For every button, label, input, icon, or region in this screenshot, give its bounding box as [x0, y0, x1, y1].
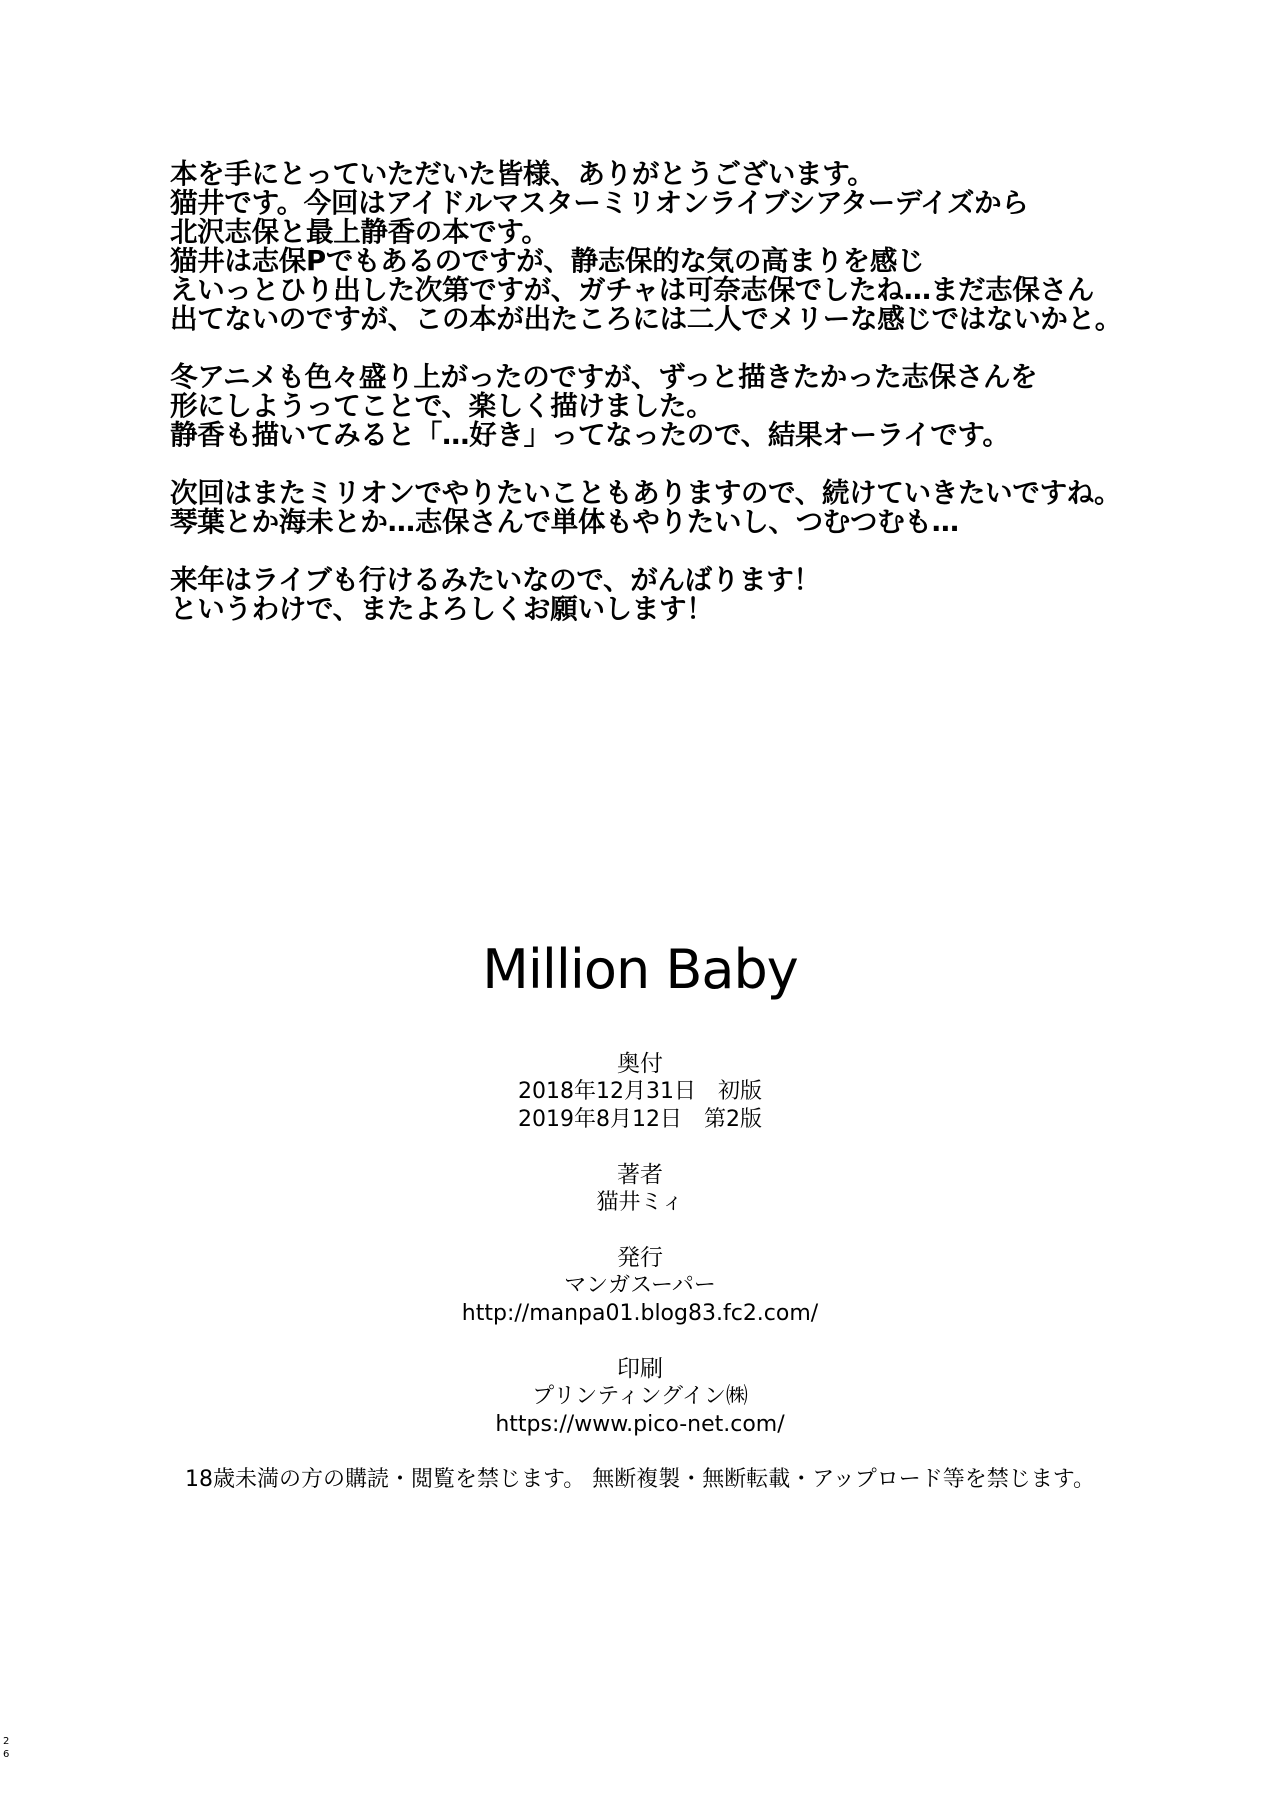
printer-url: https://www.pico-net.com/	[495, 1412, 785, 1437]
page-number-digit: 6	[3, 1749, 10, 1760]
copyright-notice: 無断複製・無断転載・アップロード等を禁じます。	[592, 1467, 1095, 1492]
text-line: 琴葉とか海未とか…志保さんで単体もやりたいし、つむつむも…	[170, 506, 959, 538]
second-edition-date: 2019年8月12日 第2版	[518, 1107, 762, 1132]
colophon-printer	[0, 1355, 1280, 1439]
text-line: 北沢志保と最上静香の本です。	[170, 216, 549, 248]
publisher-heading: 発行	[617, 1245, 663, 1271]
afterword-paragraph-2	[170, 363, 1170, 450]
afterword-paragraph-1	[170, 160, 1170, 334]
text-line: というわけで、またよろしくお願いします！	[170, 593, 714, 625]
text-line: 来年はライブも行けるみたいなので、がんばります！	[170, 564, 821, 596]
okuzuke-heading: 奥付	[617, 1051, 663, 1077]
text-line: 猫井です。今回はアイドルマスターミリオンライブシアターデイズから	[170, 187, 1029, 219]
publisher-url: http://manpa01.blog83.fc2.com/	[461, 1301, 819, 1326]
printer-name: プリンティングイン㈱	[532, 1384, 748, 1409]
page-number	[3, 1735, 13, 1761]
text-line: 本を手にとっていただいた皆様、ありがとうございます。	[170, 158, 875, 190]
author-heading: 著者	[617, 1162, 663, 1188]
text-line: 猫井は志保Pでもあるのですが、静志保的な気の高まりを感じ	[170, 245, 925, 277]
text-line: 出てないのですが、この本が出たころには二人でメリーな感じではないかと。	[170, 303, 1122, 335]
colophon-publisher	[0, 1244, 1280, 1328]
afterword-paragraph-4	[170, 566, 1170, 624]
text-line: 静香も描いてみると「…好き」ってなったので、結果オーライです。	[170, 419, 1010, 451]
text-line: 次回はまたミリオンでやりたいこともありますので、続けていきたいですね。	[170, 477, 1122, 509]
afterword	[170, 160, 1170, 653]
colophon-author	[0, 1161, 1280, 1217]
legal-notices	[0, 1466, 1280, 1494]
afterword-paragraph-3	[170, 479, 1170, 537]
colophon-okuzuke	[0, 1050, 1280, 1134]
printer-heading: 印刷	[617, 1356, 663, 1382]
publisher-name: マンガスーパー	[564, 1273, 716, 1298]
text-line: 冬アニメも色々盛り上がったのですが、ずっと描きたかった志保さんを	[170, 361, 1038, 393]
text-line: 形にしようってことで、楽しく描けました。	[170, 390, 714, 422]
first-edition-date: 2018年12月31日 初版	[518, 1079, 762, 1104]
book-title: Million Baby	[482, 938, 798, 1001]
colophon	[0, 1050, 1280, 1494]
page-number-digit: 2	[3, 1736, 10, 1747]
author-name: 猫井ミィ	[596, 1190, 684, 1215]
age-restriction-notice: 18歳未満の方の購読・閲覧を禁じます。	[185, 1467, 586, 1492]
text-line: えいっとひり出した次第ですが、ガチャは可奈志保でしたね…まだ志保さん	[170, 274, 1094, 306]
